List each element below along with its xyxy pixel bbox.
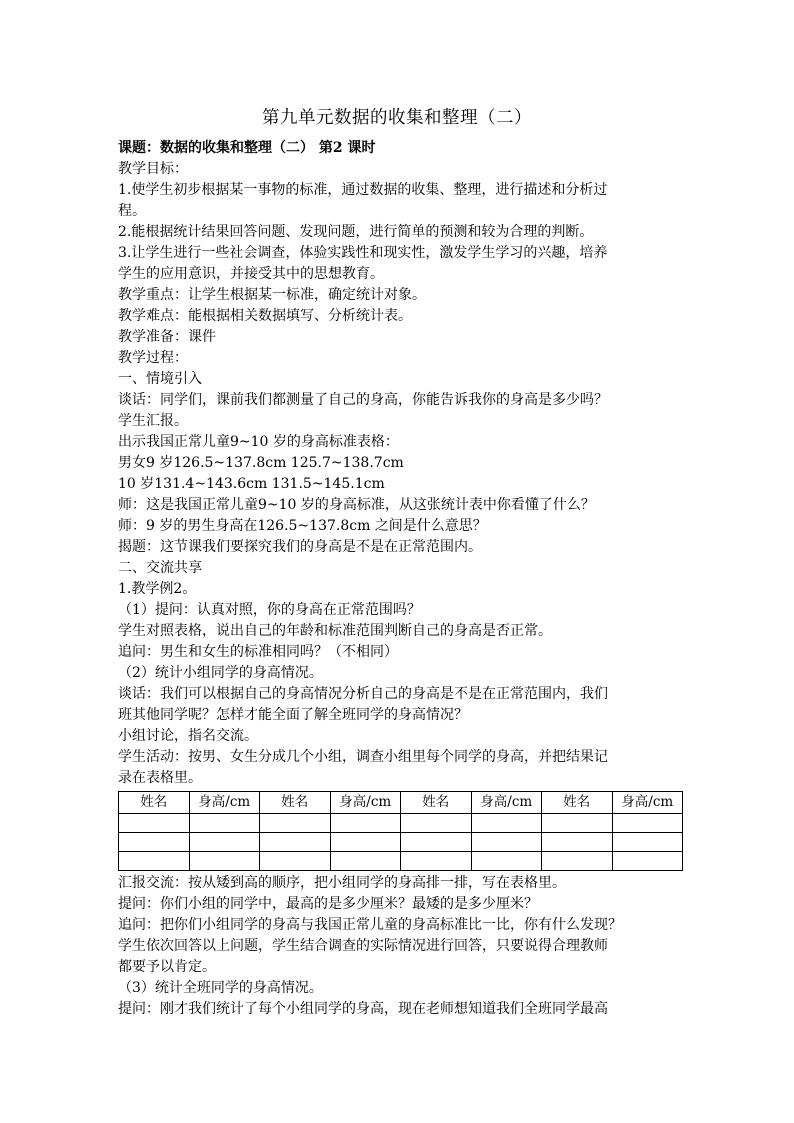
text-line: 二、交流共享 xyxy=(118,560,202,576)
text-line: 提问：刚才我们统计了每个小组同学的身高，现在老师想知道我们全班同学最高 xyxy=(118,1001,608,1017)
text-line: 学生活动：按男、女生分成几个小组，调查小组里每个同学的身高，并把结果记 xyxy=(118,749,608,765)
table-cell xyxy=(330,833,401,852)
text-line: 男女9 岁126.5~137.8cm 125.7~138.7cm xyxy=(118,455,404,471)
table-header-row xyxy=(119,792,683,814)
text-line: 录在表格里。 xyxy=(118,770,202,786)
table-cell xyxy=(189,852,260,871)
table-cell xyxy=(471,814,542,833)
text-line: 学生对照表格，说出自己的年龄和标准范围判断自己的身高是否正常。 xyxy=(118,623,552,639)
text-line: 课题：数据的收集和整理（二） 第2 课时 xyxy=(118,140,376,156)
document-title: 第九单元数据的收集和整理（二） xyxy=(262,108,532,128)
table-cell xyxy=(612,833,683,852)
text-line: 揭题：这节课我们要探究我们的身高是不是在正常范围内。 xyxy=(118,539,482,555)
text-line: 谈话：同学们，课前我们都测量了自己的身高，你能告诉我你的身高是多少吗？ xyxy=(118,392,608,408)
table-header-cell: 姓名 xyxy=(401,792,472,814)
text-line: 10 岁131.4~143.6cm 131.5~145.1cm xyxy=(118,476,385,492)
text-line: 教学目标： xyxy=(118,161,188,177)
text-line: 学生汇报。 xyxy=(118,413,188,429)
table-cell xyxy=(401,833,472,852)
table-cell xyxy=(119,833,190,852)
text-line: 一、情境引入 xyxy=(118,371,202,387)
lesson-text-before-table xyxy=(118,138,683,789)
table-cell xyxy=(471,852,542,871)
text-line: 都要予以肯定。 xyxy=(118,959,216,975)
table-row xyxy=(119,833,683,852)
table-header-cell: 姓名 xyxy=(119,792,190,814)
text-line: 学生的应用意识，并接受其中的思想教育。 xyxy=(118,266,384,282)
table-cell xyxy=(260,814,331,833)
text-line: 学生依次回答以上问题，学生结合调查的实际情况进行回答，只要说得合理教师 xyxy=(118,938,608,954)
text-line: （2）统计小组同学的身高情况。 xyxy=(118,665,323,681)
text-line: 教学过程： xyxy=(118,350,188,366)
table-cell xyxy=(330,814,401,833)
table-header-cell: 身高/cm xyxy=(189,792,260,814)
text-line: 谈话：我们可以根据自己的身高情况分析自己的身高是不是在正常范围内，我们 xyxy=(118,686,608,702)
table-cell xyxy=(612,852,683,871)
table-cell xyxy=(542,814,613,833)
text-line: 追问：把你们小组同学的身高与我国正常儿童的身高标准比一比，你有什么发现？ xyxy=(118,917,622,933)
table-cell xyxy=(471,833,542,852)
table-header-cell: 姓名 xyxy=(542,792,613,814)
text-line: 小组讨论，指名交流。 xyxy=(118,728,258,744)
text-line: 教学准备：课件 xyxy=(118,329,216,345)
table-header-cell: 姓名 xyxy=(260,792,331,814)
text-line: 教学重点：让学生根据某一标准，确定统计对象。 xyxy=(118,287,426,303)
lesson-text-after-table xyxy=(118,873,683,1020)
text-line: 提问：你们小组的同学中，最高的是多少厘米？最矮的是多少厘米？ xyxy=(118,896,538,912)
text-line: 3.让学生进行一些社会调查，体验实践性和现实性，激发学生学习的兴趣，培养 xyxy=(118,245,608,261)
table-cell xyxy=(119,852,190,871)
table-cell xyxy=(542,852,613,871)
text-line: （1）提问：认真对照，你的身高在正常范围吗？ xyxy=(118,602,421,618)
text-line: 程。 xyxy=(118,203,146,219)
table-cell xyxy=(401,852,472,871)
height-survey-table xyxy=(118,791,683,871)
table-row xyxy=(119,852,683,871)
table-cell xyxy=(260,852,331,871)
table-row xyxy=(119,814,683,833)
text-line: 追问：男生和女生的标准相同吗？（不相同） xyxy=(118,644,398,660)
text-line: 出示我国正常儿童9~10 岁的身高标准表格： xyxy=(118,434,399,450)
text-line: 1.教学例2。 xyxy=(118,581,197,597)
table-cell xyxy=(401,814,472,833)
text-line: （3）统计全班同学的身高情况。 xyxy=(118,980,323,996)
table-cell xyxy=(330,852,401,871)
table-header-cell: 身高/cm xyxy=(612,792,683,814)
text-line: 师：9 岁的男生身高在126.5~137.8cm 之间是什么意思？ xyxy=(118,518,487,534)
table-cell xyxy=(189,814,260,833)
table-header-cell: 身高/cm xyxy=(471,792,542,814)
text-line: 教学难点：能根据相关数据填写、分析统计表。 xyxy=(118,308,412,324)
text-line: 汇报交流：按从矮到高的顺序，把小组同学的身高排一排，写在表格里。 xyxy=(118,875,566,891)
table-header-cell: 身高/cm xyxy=(330,792,401,814)
table-cell xyxy=(612,814,683,833)
table-cell xyxy=(260,833,331,852)
text-line: 2.能根据统计结果回答问题、发现问题，进行简单的预测和较为合理的判断。 xyxy=(118,224,594,240)
table-cell xyxy=(189,833,260,852)
text-line: 1.使学生初步根据某一事物的标准，通过数据的收集、整理，进行描述和分析过 xyxy=(118,182,608,198)
table-cell xyxy=(119,814,190,833)
table-cell xyxy=(542,833,613,852)
document-body xyxy=(118,138,683,1020)
text-line: 班其他同学呢？怎样才能全面了解全班同学的身高情况？ xyxy=(118,707,468,723)
text-line: 师：这是我国正常儿童9~10 岁的身高标准，从这张统计表中你看懂了什么？ xyxy=(118,497,595,513)
